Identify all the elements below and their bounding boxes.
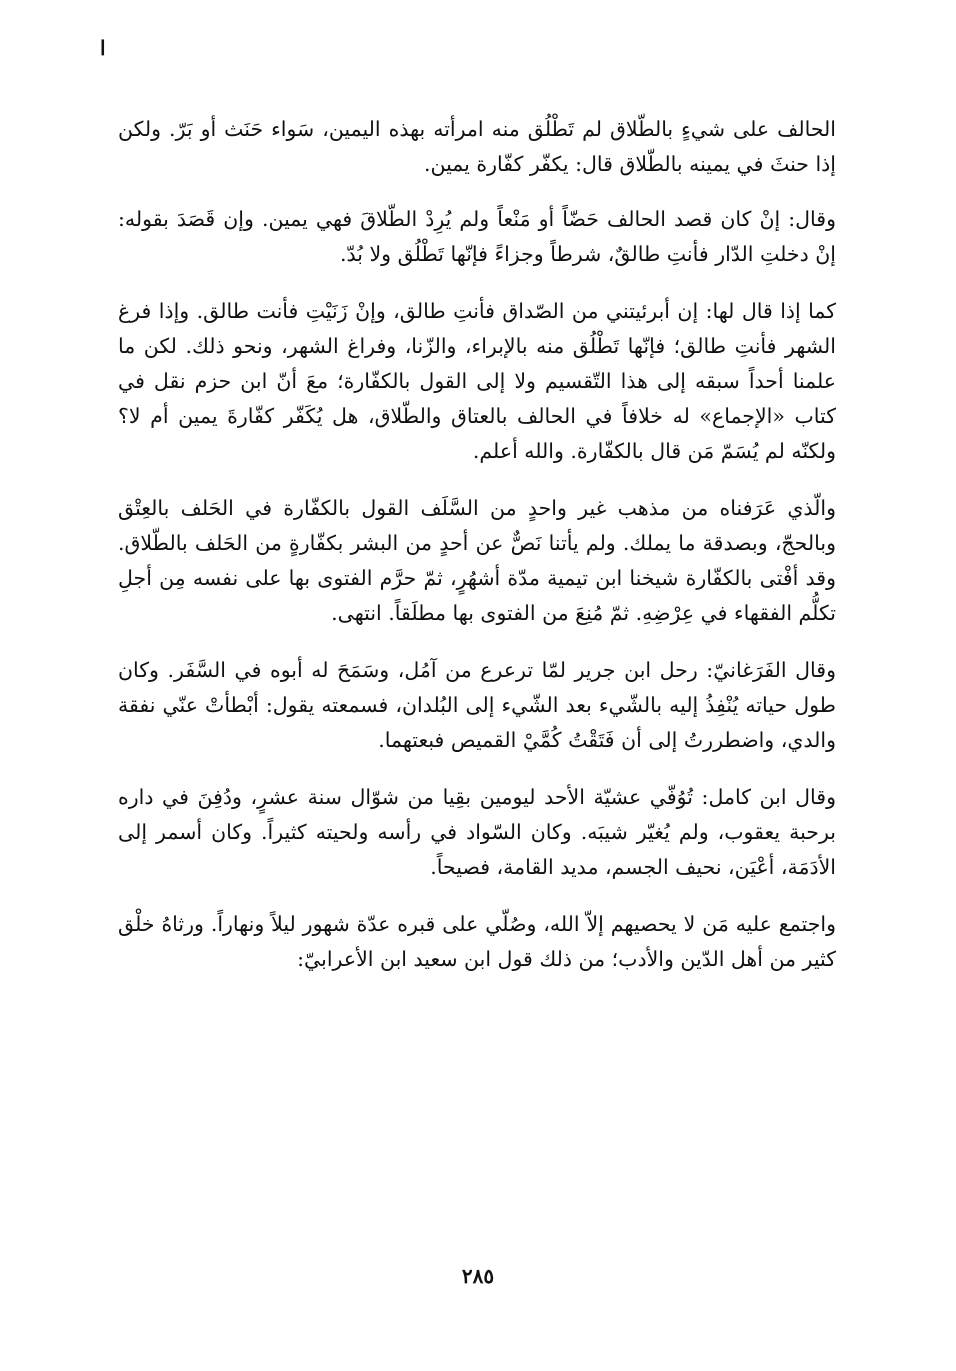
paragraph-6: وقال ابن كامل: تُوُفّي عشيّة الأحد ليومين بقِيا من شوّال سنة عشرٍ، ودُفِنَ في داره برحبة يعقوب، ولم يُغيّر شيبَه. وكان السّواد في رأسه ولحيته كثيراً. وكان أسمر إلى الأدَمَة، أعْيَن، نحيف الجسم، مديد القامة، فصيحاً. (118, 785, 836, 879)
paragraph-3: كما إذا قال لها: إن أبرئيتني من الصّداق فأنتِ طالق، وإنْ زَنَيْتِ فأنت طالق. وإذا فرغ الشهر فأنتِ طالق؛ فإنّها تَطْلُق منه بالإبراء، والزّنا، وفراغ الشهر، ونحو ذلك. لكن ما علمنا أحداً سبقه إلى هذا التّقسيم ولا إلى القول بالكفّارة؛ معَ أنّ ابن حزم نقل في كتاب «الإجماع» له خلافاً في الحالف بالعتاق والطّلاق، هل يُكَفّر كفّارةَ يمين أم لا؟ ولكنّه لم يُسَمّ مَن قال بالكفّارة. والله أعلم. (118, 299, 836, 463)
corner-mark: ا (100, 36, 106, 60)
paragraph-7: واجتمع عليه مَن لا يحصيهم إلاّ الله، وصُلّي على قبره عدّة شهور ليلاً ونهاراً. ورثاهُ خلْق كثير من أهل الدّين والأدب؛ من ذلك قول ابن سعيد ابن الأعرابيّ: (118, 912, 836, 971)
paragraph-4: والّذي عَرَفناه من مذهب غير واحدٍ من السَّلَف القول بالكفّارة في الحَلف بالعِتْق وبالحجّ، وبصدقة ما يملك. ولم يأتنا نَصٌّ عن أحدٍ من البشر بكفّارةٍ من الحَلف بالطّلاق. وقد أفْتى بالكفّارة شيخنا ابن تيمية مدّة أشهُرٍ، ثمّ حرَّم الفتوى بها على نفسه مِن أجلِ تكلُّم الفقهاء في عِرْضِهِ. ثمّ مُنِعَ من الفتوى بها مطلَقاً. انتهى. (118, 496, 836, 625)
page-number: ٢٨٥ (461, 1264, 495, 1288)
page-body (118, 112, 836, 999)
paragraph-5: وقال الفَرَغانيّ: رحل ابن جرير لمّا ترعرع من آمُل، وسَمَحَ له أبوه في السَّفَر. وكان طول حياته يُنْفِذُ إليه بالشّيء بعد الشّيء إلى البُلدان، فسمعته يقول: أبْطأتْ عنّي نفقة والدي، واضطررتُ إلى أن فَتَقْتُ كُمَّيْ القميص فبعتهما. (118, 658, 836, 752)
paragraph-2: وقال: إنْ كان قصد الحالف حَضّاً أو مَنْعاً ولم يُرِدْ الطّلاقَ فهي يمين. وإن قَصَدَ بقوله: إنْ دخلتِ الدّار فأنتِ طالقٌ، شرطاً وجزاءً فإنّها تَطْلُق ولا بُدّ. (118, 207, 836, 266)
paragraph-1: الحالف على شيءٍ بالطّلاق لم تَطْلُق منه امرأته بهذه اليمين، سَواء حَنَث أو بَرّ. ولكن إذا حنثَ في يمينه بالطّلاق قال: يكفّر كفّارة يمين. (118, 117, 836, 176)
